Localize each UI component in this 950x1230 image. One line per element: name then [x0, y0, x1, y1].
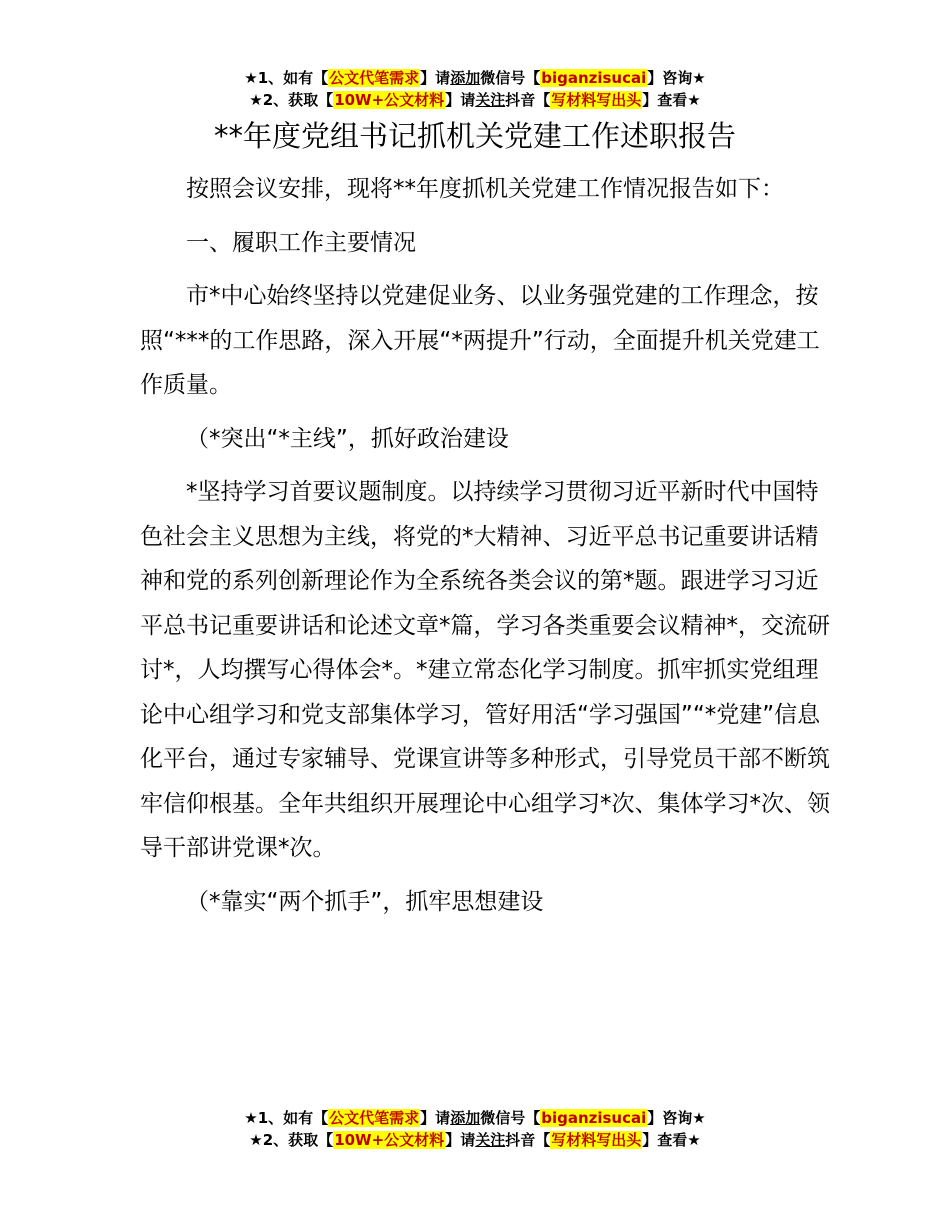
banner-text: 抖音【	[505, 1131, 551, 1149]
banner-text: 抖音【	[505, 91, 551, 109]
banner-underlined-text: 关注	[475, 1131, 506, 1149]
banner-line-2	[0, 89, 950, 111]
banner-highlight: biganzisucai	[541, 1109, 647, 1127]
banner-text: 】咨询★	[647, 69, 706, 87]
banner-underlined-text: 关注	[475, 91, 506, 109]
banner-text: ★2、获取【	[249, 1131, 334, 1149]
banner-highlight: 写材料写出头	[551, 1131, 642, 1149]
banner-text: 】查看★	[642, 1131, 701, 1149]
banner-text: 】咨询★	[647, 1109, 706, 1127]
top-banner	[0, 67, 950, 111]
banner-text: 】查看★	[642, 91, 701, 109]
subsection-heading-2: （*靠实“两个抓手”，抓牢思想建设	[186, 888, 544, 915]
banner-text: 微信号【	[480, 69, 541, 87]
intro-paragraph: 按照会议安排，现将**年度抓机关党建工作情况报告如下：	[186, 176, 784, 202]
banner-highlight: 10W+公文材料	[334, 1131, 445, 1149]
banner-text: ★2、获取【	[249, 91, 334, 109]
section-heading-1: 一、履职工作主要情况	[186, 229, 416, 256]
banner-text: 】请	[445, 91, 476, 109]
banner-text: 】请	[445, 1131, 476, 1149]
banner-highlight: 写材料写出头	[551, 91, 642, 109]
bottom-banner	[0, 1107, 950, 1151]
banner-highlight: biganzisucai	[541, 69, 647, 87]
banner-highlight: 10W+公文材料	[334, 91, 445, 109]
paragraph-2: *坚持学习首要议题制度。以持续学习贯彻习近平新时代中国特色社会主义思想为主线，将党的*大精神、习近平总书记重要讲话精神和党的系列创新理论作为全系统各类会议的第*题。跟进学习习近平总书记重要讲话和论述文章*篇，学习各类重要会议精神*，交流研讨*，人均撰写心得体会*。*建立常态化学习制度。抓牢抓实党组理论中心组学习和党支部集体学习，管好用活“学习强国”“*党建”信息化平台，通过专家辅导、党课宣讲等多种形式，引导党员干部不断筑牢信仰根基。全年共组织开展理论中心组学习*次、集体学习*次、领导干部讲党课*次。	[140, 479, 830, 861]
banner-underlined-text: 添加	[450, 1109, 481, 1127]
banner-text: 】请	[420, 69, 451, 87]
banner-highlight: 公文代笔需求	[329, 69, 420, 87]
banner-text: ★1、如有【	[244, 1109, 329, 1127]
document-title: **年度党组书记抓机关党建工作述职报告	[213, 119, 736, 153]
document-body	[140, 167, 840, 924]
banner-line-1	[0, 1107, 950, 1129]
banner-line-2	[0, 1129, 950, 1151]
subsection-heading-1: （*突出“*主线”，抓好政治建设	[186, 425, 509, 452]
banner-text: ★1、如有【	[244, 69, 329, 87]
banner-underlined-text: 添加	[450, 69, 481, 87]
banner-highlight: 公文代笔需求	[329, 1109, 420, 1127]
banner-line-1	[0, 67, 950, 89]
banner-text: 微信号【	[480, 1109, 541, 1127]
paragraph-1: 市*中心始终坚持以党建促业务、以业务强党建的工作理念，按照“***的工作思路，深入开展“*两提升”行动，全面提升机关党建工作质量。	[140, 283, 820, 398]
banner-text: 】请	[420, 1109, 451, 1127]
